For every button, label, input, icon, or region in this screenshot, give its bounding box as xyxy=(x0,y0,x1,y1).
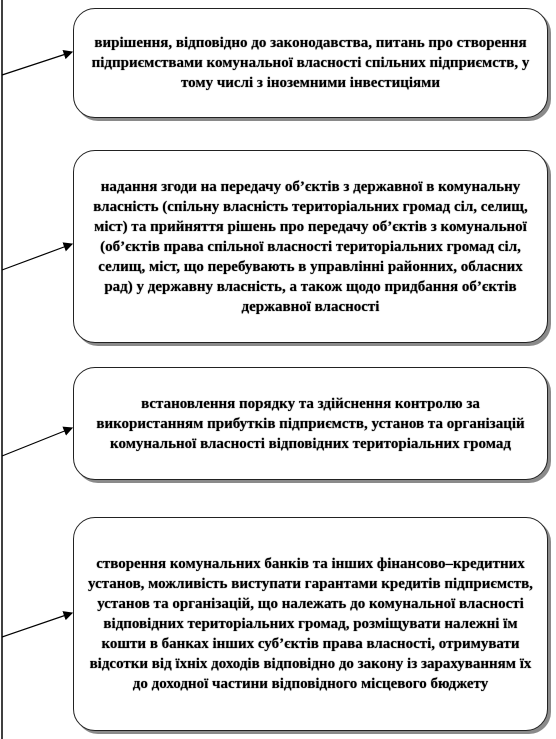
power-box-communal-banks xyxy=(73,517,548,731)
arrow-to-box-3 xyxy=(2,428,72,456)
power-box-profit-control xyxy=(73,367,548,480)
arrow-to-box-2 xyxy=(2,244,72,270)
box-text: створення комунальних банків та інших фінансово–кредитних установ, можливість виступати гарантами кредитів підприємств, установ та організацій, що належать до комунальної власності відповідних територіальних громад, розміщувати належні їм кошти в банках інших суб’єктів права власності, отримувати відсотки від їхніх доходів відповідно до закону із зарахуванням їх до доходної частини відповідного місцевого бюджету xyxy=(88,556,533,692)
power-box-property-transfer xyxy=(73,150,548,343)
arrow-to-box-1 xyxy=(2,52,72,75)
box-text: надання згоди на передачу об’єктів з державної в комунальну власність (спільну власність територіальних громад сіл, селищ, міст) та прийняття рішень про передачу об’єктів з комунальної (об’єктів права спільної власності територіальних громад сіл, селищ, міст, що перебувають в управлінні районних, обласних рад) у державну власність, а також щодо придбання об’єктів державної власності xyxy=(93,178,528,315)
arrow-to-box-4 xyxy=(2,613,72,637)
box-text: вирішення, відповідно до законодавства, питань про створення підприємствами комунальної власності спільних підприємств, у тому числі з іноземними інвестиціями xyxy=(91,35,530,91)
power-box-joint-ventures xyxy=(73,8,548,118)
box-text: встановлення порядку та здійснення контролю за використанням прибутків підприємств, установ та організацій комунальної власності відповідних територіальних громад xyxy=(96,395,525,452)
